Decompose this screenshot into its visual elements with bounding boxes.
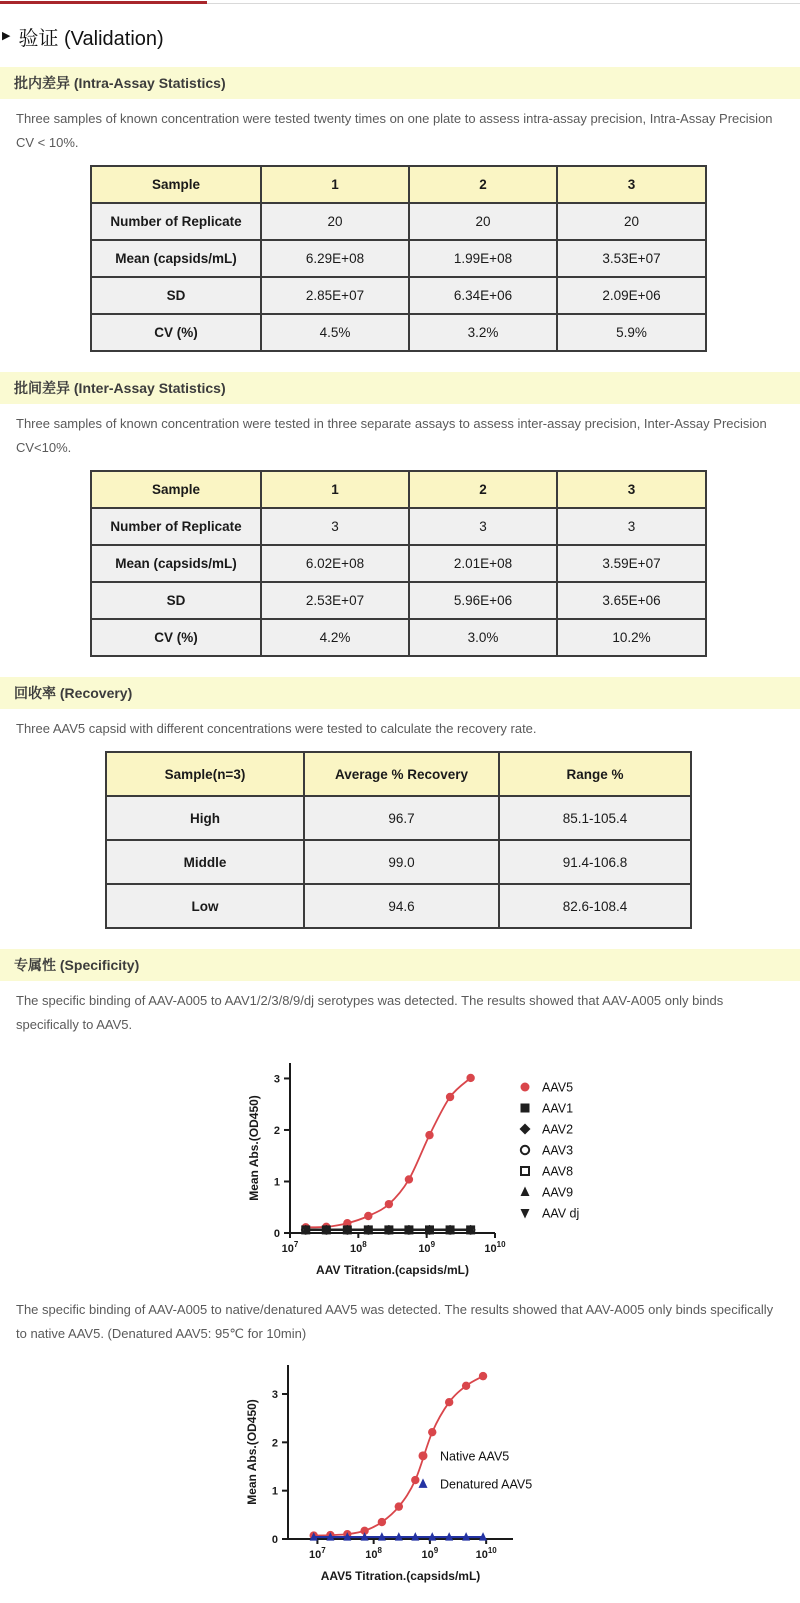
table-cell: 10.2% <box>557 619 706 656</box>
svg-text:109: $10^9$ <box>418 1240 436 1256</box>
section-banner-intra-assay: 批内差异 (Intra-Assay Statistics) <box>0 67 800 99</box>
active-tab-indicator <box>0 1 207 4</box>
table-header-cell: 1 <box>261 471 409 508</box>
table-cell: 5.96E+06 <box>409 582 557 619</box>
svg-text:107: $10^7$ <box>309 1546 326 1562</box>
table-header-cell: 3 <box>557 471 706 508</box>
table-cell: 20 <box>557 203 706 240</box>
table-cell: 6.34E+06 <box>409 277 557 314</box>
svg-text:AAV5 Titration.(capsids/mL): AAV5 Titration.(capsids/mL) <box>320 1569 481 1584</box>
svg-text:AAV3: AAV3 <box>542 1143 574 1158</box>
table-cell: 85.1-105.4 <box>499 796 691 840</box>
table-cell: 20 <box>261 203 409 240</box>
table-cell: 91.4-106.8 <box>499 840 691 884</box>
table-row <box>91 240 706 277</box>
row-label-cell: Mean (capsids/mL) <box>91 240 261 277</box>
section-banner-recovery: 回收率 (Recovery) <box>0 677 800 709</box>
table-cell: 3.0% <box>409 619 557 656</box>
table-header-row <box>91 471 706 508</box>
table-row <box>91 545 706 582</box>
table-cell: 3 <box>557 508 706 545</box>
serotype-specificity-chart <box>240 1053 610 1285</box>
table-cell: 96.7 <box>304 796 499 840</box>
table-cell: 6.29E+08 <box>261 240 409 277</box>
svg-text:2: 2 <box>273 1125 280 1138</box>
row-label-cell: CV (%) <box>91 314 261 351</box>
table-cell: 2.85E+07 <box>261 277 409 314</box>
collapse-arrow-icon[interactable]: ▶ <box>2 30 11 42</box>
table-cell: 2.53E+07 <box>261 582 409 619</box>
table-header-cell: Sample <box>91 471 261 508</box>
table-cell: 3.59E+07 <box>557 545 706 582</box>
svg-text:2: 2 <box>271 1437 278 1450</box>
table-cell: 4.2% <box>261 619 409 656</box>
svg-text:1: 1 <box>273 1176 280 1189</box>
table-cell: 20 <box>409 203 557 240</box>
specificity-serotype-paragraph: The specific binding of AAV-A005 to AAV1/2/3/8/9/dj serotypes was detected. The results showed that AAV-A005 only binds specifically to AAV5. <box>16 993 724 1033</box>
table-header-cell: Sample <box>91 166 261 203</box>
row-label-cell: High <box>106 796 304 840</box>
table-cell: 1.99E+08 <box>409 240 557 277</box>
recovery-table <box>105 751 692 929</box>
table-header-cell: 1 <box>261 166 409 203</box>
table-row <box>106 884 691 928</box>
svg-text:0: 0 <box>273 1228 280 1241</box>
page-title <box>2 22 800 51</box>
table-cell: 99.0 <box>304 840 499 884</box>
native-denatured-figure <box>238 1356 800 1595</box>
svg-text:3: 3 <box>271 1389 278 1402</box>
table-cell: 3.65E+06 <box>557 582 706 619</box>
svg-text:AAV1: AAV1 <box>542 1101 574 1116</box>
table-cell: 2.01E+08 <box>409 545 557 582</box>
row-label-cell: Mean (capsids/mL) <box>91 545 261 582</box>
recovery-paragraph: Three AAV5 capsid with different concentrations were tested to calculate the recovery rate. <box>16 721 537 737</box>
svg-text:0: 0 <box>271 1534 278 1547</box>
inter-assay-table <box>90 470 707 657</box>
table-cell: 3.53E+07 <box>557 240 706 277</box>
table-cell: 6.02E+08 <box>261 545 409 582</box>
row-label-cell: SD <box>91 582 261 619</box>
row-label-cell: SD <box>91 277 261 314</box>
table-row <box>91 582 706 619</box>
table-header-row <box>91 166 706 203</box>
svg-text:Denatured AAV5: Denatured AAV5 <box>440 1477 533 1492</box>
table-row <box>106 840 691 884</box>
table-header-cell: 2 <box>409 166 557 203</box>
table-row <box>91 203 706 240</box>
intra-assay-paragraph: Three samples of known concentration were tested twenty times on one plate to assess intra-assay precision, Intra-Assay Precision CV < 10%. <box>16 111 773 151</box>
intra-assay-table <box>90 165 707 352</box>
row-label-cell: Number of Replicate <box>91 508 261 545</box>
row-label-cell: Middle <box>106 840 304 884</box>
svg-text:1010: $10^{10}$ <box>484 1240 506 1256</box>
svg-text:107: $10^7$ <box>281 1240 299 1256</box>
row-label-cell: Low <box>106 884 304 928</box>
table-cell: 2.09E+06 <box>557 277 706 314</box>
table-row <box>91 277 706 314</box>
svg-text:1010: $10^{10}$ <box>475 1546 497 1562</box>
table-header-row <box>106 752 691 796</box>
svg-text:AAV9: AAV9 <box>542 1185 574 1200</box>
table-header-cell: 3 <box>557 166 706 203</box>
svg-text:1: 1 <box>271 1486 278 1499</box>
table-cell: 3 <box>409 508 557 545</box>
table-cell: 82.6-108.4 <box>499 884 691 928</box>
table-header-cell: 2 <box>409 471 557 508</box>
page-title-text: 验证 (Validation) <box>18 28 164 50</box>
top-divider <box>0 0 800 6</box>
svg-text:AAV5: AAV5 <box>542 1080 574 1095</box>
table-cell: 3 <box>261 508 409 545</box>
svg-text:AAV8: AAV8 <box>542 1164 574 1179</box>
svg-text:Native AAV5: Native AAV5 <box>440 1449 510 1464</box>
section-banner-inter-assay: 批间差异 (Inter-Assay Statistics) <box>0 372 800 404</box>
svg-text:AAV dj: AAV dj <box>542 1206 580 1221</box>
svg-text:108: $10^8$ <box>365 1546 383 1562</box>
specificity-native-denatured-paragraph: The specific binding of AAV-A005 to native/denatured AAV5 was detected. The results showed that AAV-A005 only binds specifically to native AAV5. (Denatured AAV5: 95℃ for 10min) <box>16 1302 774 1342</box>
table-header-cell: Sample(n=3) <box>106 752 304 796</box>
section-banner-specificity: 专属性 (Specificity) <box>0 949 800 981</box>
table-header-cell: Average % Recovery <box>304 752 499 796</box>
table-row <box>91 619 706 656</box>
table-row <box>91 508 706 545</box>
table-cell: 5.9% <box>557 314 706 351</box>
table-header-cell: Range % <box>499 752 691 796</box>
table-row <box>91 314 706 351</box>
svg-text:Mean Abs.(OD450): Mean Abs.(OD450) <box>247 1095 261 1202</box>
svg-text:Mean Abs.(OD450): Mean Abs.(OD450) <box>245 1399 259 1506</box>
table-cell: 3.2% <box>409 314 557 351</box>
native-denatured-chart <box>238 1356 588 1590</box>
row-label-cell: CV (%) <box>91 619 261 656</box>
svg-text:109: $10^9$ <box>421 1546 439 1562</box>
table-row <box>106 796 691 840</box>
inter-assay-paragraph: Three samples of known concentration were tested in three separate assays to assess inter-assay precision, Inter-Assay Precision CV<10%. <box>16 416 767 456</box>
serotype-specificity-figure <box>240 1053 800 1290</box>
svg-text:AAV Titration.(capsids/mL): AAV Titration.(capsids/mL) <box>316 1263 469 1278</box>
table-cell: 94.6 <box>304 884 499 928</box>
svg-text:3: 3 <box>273 1073 280 1086</box>
row-label-cell: Number of Replicate <box>91 203 261 240</box>
table-cell: 4.5% <box>261 314 409 351</box>
svg-text:AAV2: AAV2 <box>542 1122 574 1137</box>
svg-text:108: $10^8$ <box>349 1240 367 1256</box>
